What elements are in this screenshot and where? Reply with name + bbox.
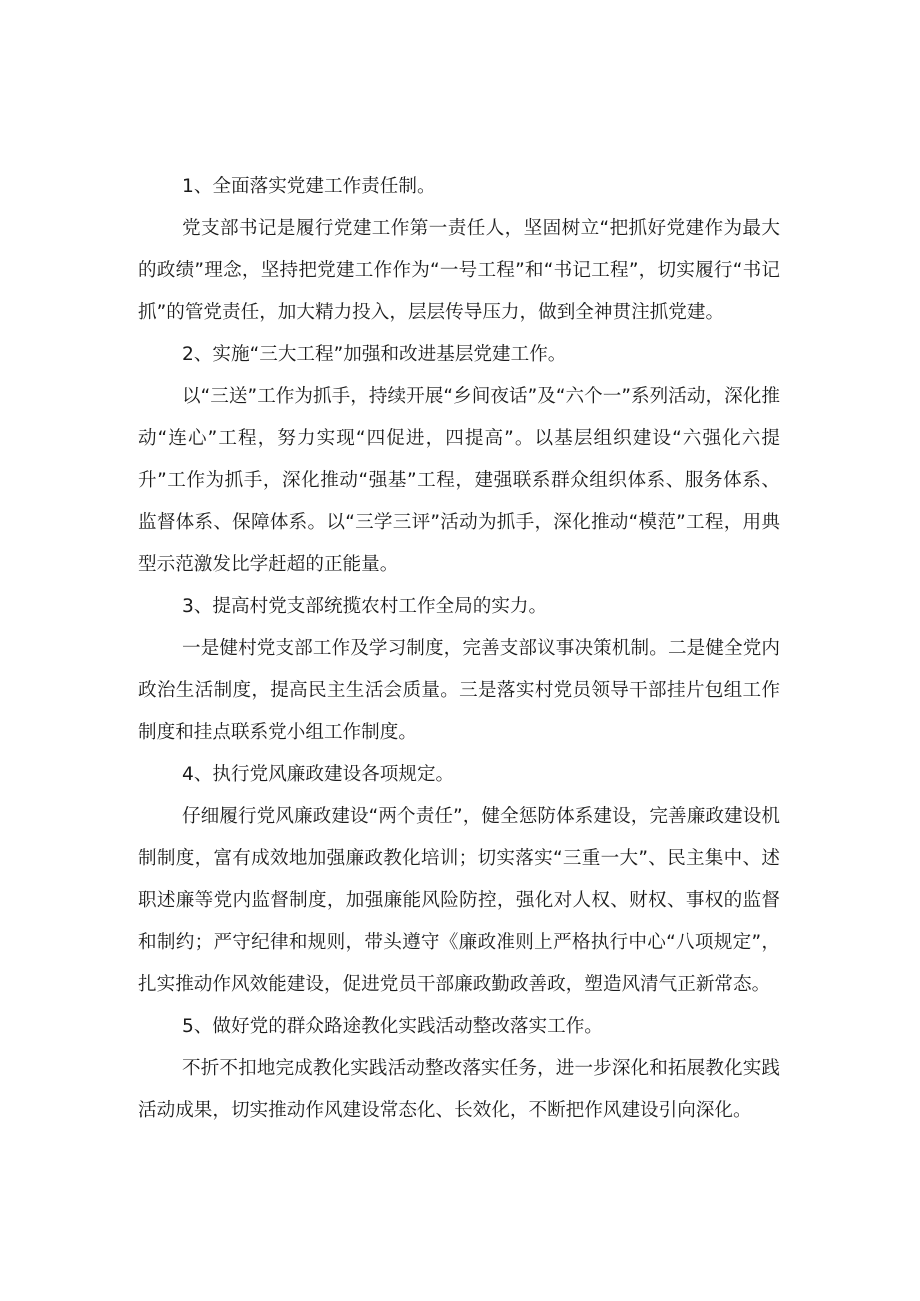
section-3-paragraph: 一是健村党支部工作及学习制度，完善支部议事决策机制。二是健全党内政治生活制度，提高民主生活会质量。三是落实村党员领导干部挂片包组工作制度和挂点联系党小组工作制度。 (138, 638, 780, 743)
document-body (138, 166, 780, 1132)
section-1-heading: 1、全面落实党建工作责任制。 (182, 176, 436, 197)
section-2-heading: 2、实施“三大工程”加强和改进基层党建工作。 (182, 344, 567, 365)
section-5-paragraph: 不折不扣地完成教化实践活动整改落实任务，进一步深化和拓展教化实践活动成果，切实推动作风建设常态化、长效化，不断把作风建设引向深化。 (138, 1058, 780, 1121)
section-4-heading: 4、执行党风廉政建设各项规定。 (182, 764, 455, 785)
section-3-heading: 3、提高村党支部统揽农村工作全局的实力。 (182, 596, 548, 617)
section-4-paragraph: 仔细履行党风廉政建设“两个责任”，健全惩防体系建设，完善廉政建设机制制度，富有成效地加强廉政教化培训；切实落实“三重一大”、民主集中、述职述廉等党内监督制度，加强廉能风险防控，强化对人权、财权、事权的监督和制约；严守纪律和规则，带头遵守《廉政准则上严格执行中心“八项规定”，扎实推动作风效能建设，促进党员干部廉政勤政善政，塑造风清气正新常态。 (138, 806, 780, 995)
section-5-heading: 5、做好党的群众路途教化实践活动整改落实工作。 (182, 1016, 603, 1037)
section-1-paragraph: 党支部书记是履行党建工作第一责任人，坚固树立“把抓好党建作为最大的政绩”理念，坚持把党建工作作为“一号工程”和“书记工程”，切实履行“书记抓”的管党责任，加大精力投入，层层传导压力，做到全神贯注抓党建。 (138, 218, 780, 323)
section-2-paragraph: 以“三送”工作为抓手，持续开展“乡间夜话”及“六个一”系列活动，深化推动“连心”工程，努力实现“四促进，四提高”。以基层组织建设“六强化六提升”工作为抓手，深化推动“强基”工程，建强联系群众组织体系、服务体系、监督体系、保障体系。以“三学三评”活动为抓手，深化推动“模范”工程，用典型示范激发比学赶超的正能量。 (138, 386, 780, 575)
